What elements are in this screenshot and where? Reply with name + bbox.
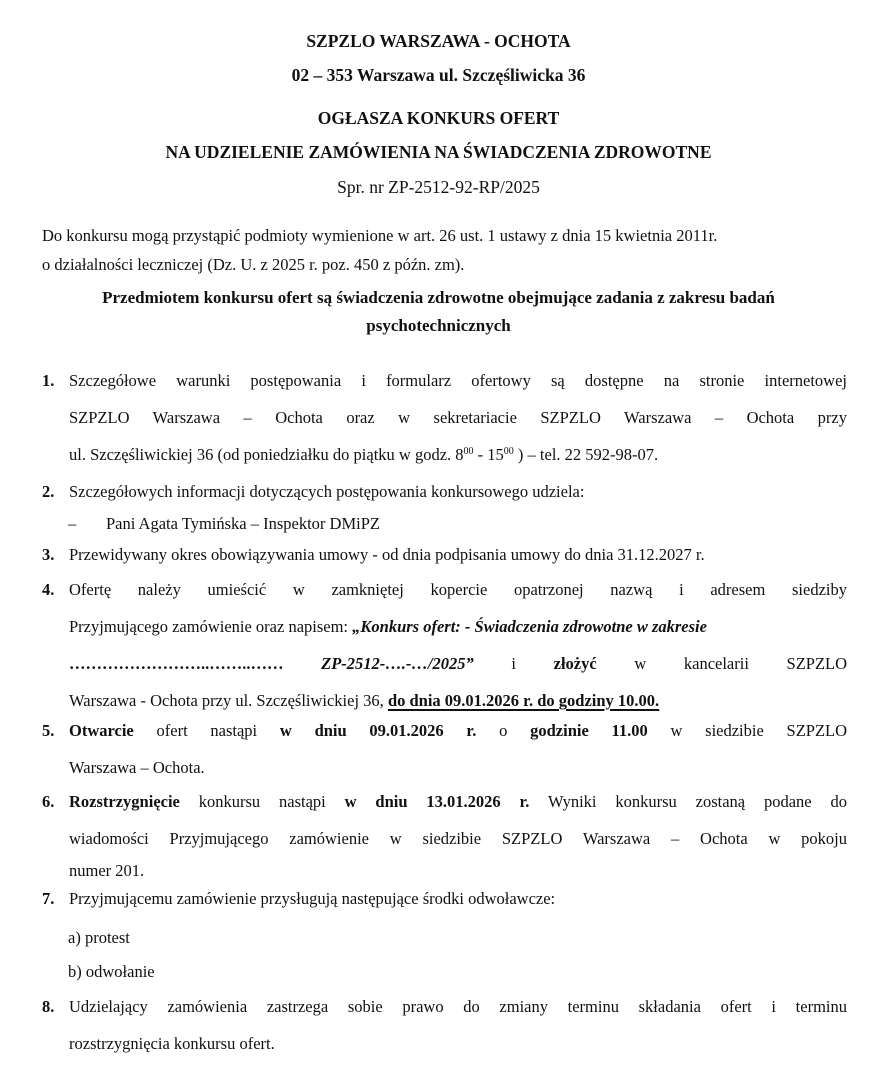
contact-person: – Pani Agata Tymińska – Inspektor DMiPZ [68, 514, 380, 533]
item-number: 5. [42, 721, 55, 740]
list-item-7: 7. Przyjmującemu zamówienie przysługują następujące środki odwoławcze: [42, 880, 847, 917]
item-number: 8. [42, 997, 55, 1016]
list-item-2: 2. Szczegółowych informacji dotyczących postępowania konkursowego udziela: [42, 473, 847, 510]
list-item-8: 8. Udzielający zamówienia zastrzega sobie prawo do zmiany terminu składania ofert i terminu rozstrzygnięcia konkursu ofert. [42, 988, 847, 1062]
intro-paragraph [42, 221, 842, 279]
intro-line-1: Do konkursu mogą przystąpić podmioty wymienione w art. 26 ust. 1 ustawy z dnia 15 kwietnia 2011r. [42, 226, 718, 245]
contest-subject [30, 284, 847, 340]
intro-line-2: o działalności leczniczej (Dz. U. z 2025 r. poz. 450 z późn. zm). [42, 255, 465, 274]
subject-line-2: psychotechnicznych [366, 316, 511, 335]
organization-name: SZPZLO WARSZAWA - OCHOTA [306, 31, 571, 51]
list-item-4: 4. Ofertę należy umieścić w zamkniętej kopercie opatrzonej nazwą i adresem siedziby Przyjmującego zamówienie oraz napisem: „Konkurs ofert: - Świadczenia zdrowotne w zakresie ……………………..……..…… ZP-2512-….-…/2025” i złożyć w kancelarii SZPZLO Warszawa - Ochota przy ul. Szczęśliwickiej 36, do dnia 09.01.2026 r. do godziny 10.00. [42, 571, 847, 719]
appeal-option-odwolanie: b) odwołanie [68, 962, 155, 981]
item-number: 6. [42, 792, 55, 811]
submission-deadline: do dnia 09.01.2026 r. do godziny 10.00. [387, 691, 660, 710]
subject-heading: NA UDZIELENIE ZAMÓWIENIA NA ŚWIADCZENIA ZDROWOTNE [165, 142, 712, 162]
item-number: 3. [42, 545, 55, 564]
list-item-1: 1. Szczegółowe warunki postępowania i formularz ofertowy są dostępne na stronie internetowej SZPZLO Warszawa – Ochota oraz w sekretariacie SZPZLO Warszawa – Ochota przy ul. Szczęśliwickiej 36 (od poniedziałku do piątku w godz. $8^{00} - 15^{00}$ ) – tel. 22 592-98-07. [42, 362, 847, 473]
list-item-6: 6. Rozstrzygnięcie konkursu nastąpi w dniu 13.01.2026 r. Wyniki konkursu zostaną podane do wiadomości Przyjmującego zamówienie w siedzibie SZPZLO Warszawa – Ochota w pokoju numer 201. [42, 783, 847, 885]
item-number: 1. [42, 371, 55, 390]
list-item-5: 5. Otwarcie ofert nastąpi w dniu 09.01.2026 r. o godzinie 11.00 w siedzibie SZPZLO Warszawa – Ochota. [42, 712, 847, 786]
organization-address: 02 – 353 Warszawa ul. Szczęśliwicka 36 [291, 65, 586, 85]
subject-line-1: Przedmiotem konkursu ofert są świadczenia zdrowotne obejmujące zadania z zakresu badań [102, 288, 775, 307]
item-number: 2. [42, 482, 55, 501]
case-number: Spr. nr ZP-2512-92-RP/2025 [337, 177, 540, 197]
announcement-heading: OGŁASZA KONKURS OFERT [317, 108, 560, 128]
list-item-3: 3. Przewidywany okres obowiązywania umowy - od dnia podpisania umowy do dnia 31.12.2027 r. [42, 536, 847, 573]
appeal-option-protest: a) protest [68, 928, 130, 947]
item-number: 4. [42, 580, 55, 599]
item-number: 7. [42, 889, 55, 908]
